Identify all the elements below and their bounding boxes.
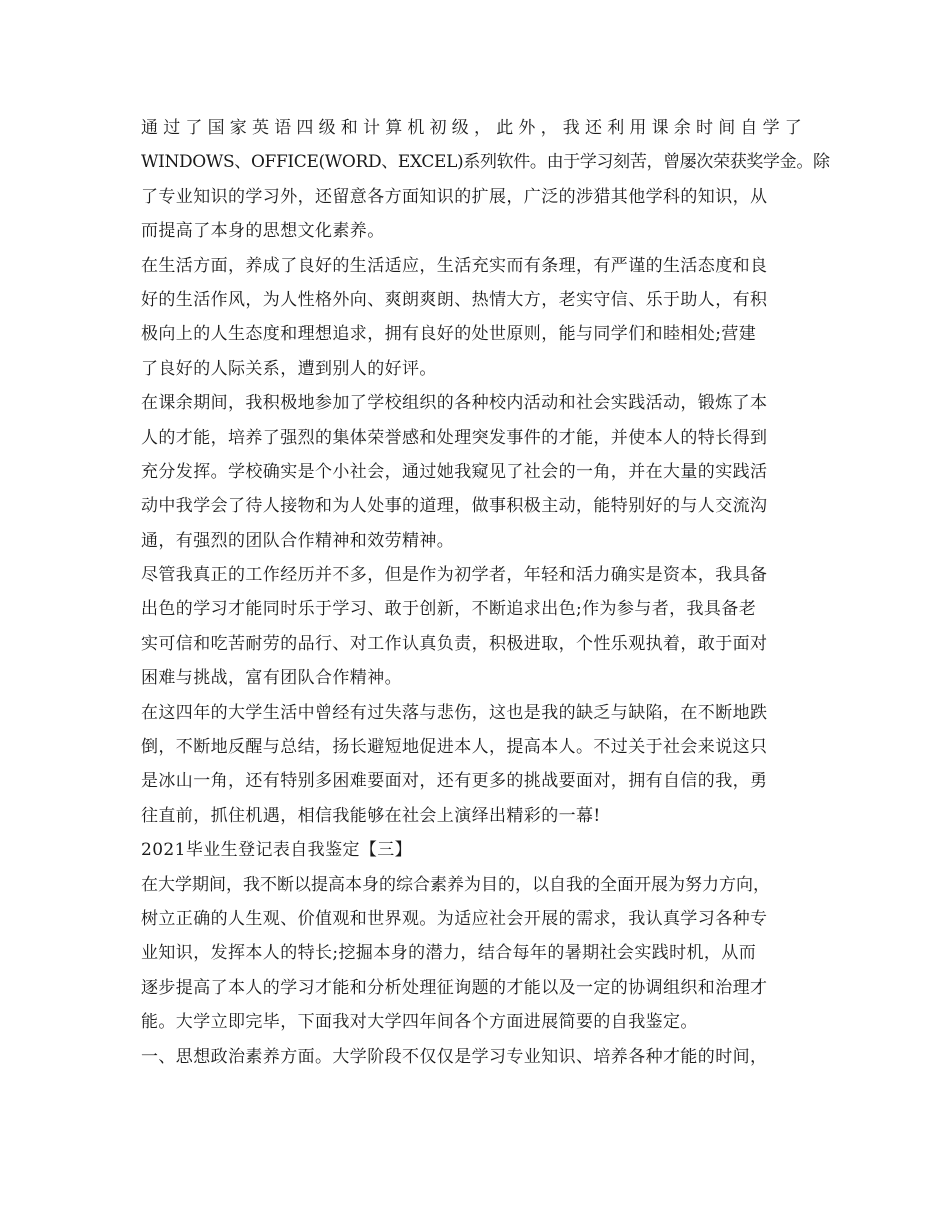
text-line: 是冰山一角，还有特别多困难要面对，还有更多的挑战要面对，拥有自信的我，勇	[141, 771, 768, 792]
text-line: 人的才能，培养了强烈的集体荣誉感和处理突发事件的才能，并使本人的特长得到	[141, 427, 768, 448]
text-line: 实可信和吃苦耐劳的品行、对工作认真负责，积极进取，个性乐观执着，敢于面对	[141, 633, 768, 654]
text-line: WINDOWS、OFFICE(WORD、EXCEL)系列软件。由于学习刻苦，曾屡次荣获奖学金。除	[141, 152, 830, 173]
text-line: 尽管我真正的工作经历并不多，但是作为初学者，年轻和活力确实是资本，我具备	[141, 565, 768, 586]
text-line: 困难与挑战，富有团队合作精神。	[141, 668, 402, 689]
text-line: 出色的学习才能同时乐于学习、敢于创新，不断追求出色;作为参与者，我具备老	[141, 599, 757, 620]
text-line: 了专业知识的学习外，还留意各方面知识的扩展，广泛的涉猎其他学科的知识，从	[141, 186, 768, 207]
text-line: 业知识，发挥本人的特长;挖掘本身的潜力，结合每年的暑期社会实践时机，从而	[141, 943, 757, 964]
section-heading: 2021毕业生登记表自我鉴定【三】	[141, 840, 413, 861]
text-line: 树立正确的人生观、价值观和世界观。为适应社会开展的需求，我认真学习各种专	[141, 908, 768, 929]
document-body	[141, 111, 830, 1074]
text-line: 一、思想政治素养方面。大学阶段不仅仅是学习专业知识、培养各种才能的时间，	[141, 1046, 768, 1067]
text-line: 充分发挥。学校确实是个小社会，通过她我窥见了社会的一角，并在大量的实践活	[141, 461, 768, 482]
text-line: 通，有强烈的团队合作精神和效劳精神。	[141, 530, 455, 551]
text-line: 了良好的人际关系，遭到别人的好评。	[141, 358, 437, 379]
text-line: 往直前，抓住机遇，相信我能够在社会上演绎出精彩的一幕!	[141, 805, 601, 826]
text-line: 倒，不断地反醒与总结，扬长避短地促进本人，提高本人。不过关于社会来说这只	[141, 737, 768, 758]
text-line: 动中我学会了待人接物和为人处事的道理，做事积极主动，能特别好的与人交流沟	[141, 496, 768, 517]
text-line: 在这四年的大学生活中曾经有过失落与悲伤，这也是我的缺乏与缺陷，在不断地跌	[141, 702, 768, 723]
text-line: 能。大学立即完毕，下面我对大学四年间各个方面进展简要的自我鉴定。	[141, 1012, 698, 1033]
text-line: 在生活方面，养成了良好的生活适应，生活充实而有条理，有严谨的生活态度和良	[141, 255, 768, 276]
text-line: 逐步提高了本人的学习才能和分析处理征询题的才能以及一定的协调组织和治理才	[141, 977, 768, 998]
text-line: 好的生活作风，为人性格外向、爽朗爽朗、热情大方，老实守信、乐于助人，有积	[141, 289, 768, 310]
text-line: 在课余期间，我积极地参加了学校组织的各种校内活动和社会实践活动，锻炼了本	[141, 393, 768, 414]
text-line: 在大学期间，我不断以提高本身的综合素养为目的，以自我的全面开展为努力方向，	[141, 874, 770, 895]
text-line: 通过了国家英语四级和计算机初级，此外，我还利用课余时间自学了	[141, 118, 807, 138]
text-line: 而提高了本身的思想文化素养。	[141, 221, 385, 242]
text-line: 极向上的人生态度和理想追求，拥有良好的处世原则，能与同学们和睦相处;营建	[141, 324, 757, 345]
